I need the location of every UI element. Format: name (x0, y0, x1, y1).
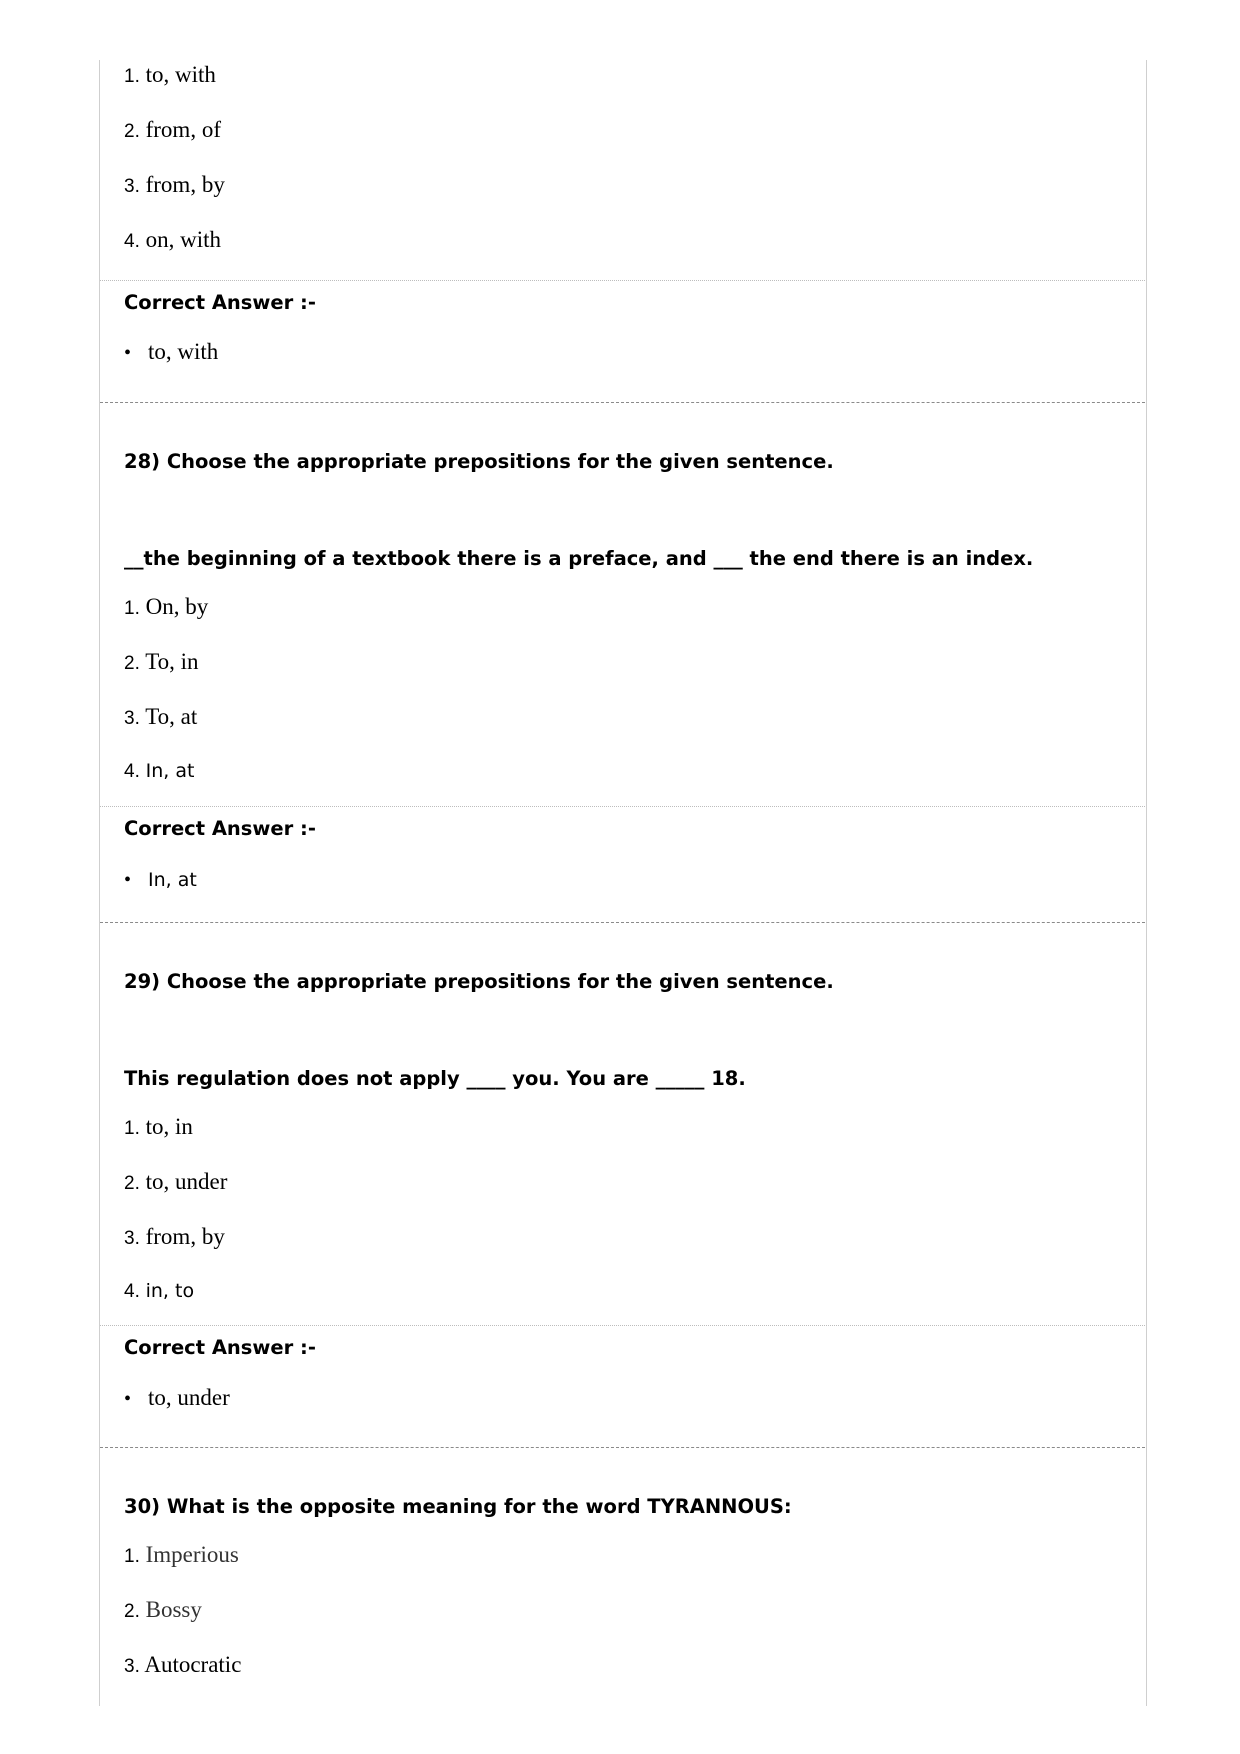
q29-option-4: 4. in, to (124, 1280, 195, 1302)
q27-option-1-text: to, with (145, 62, 216, 87)
q29-question: 29) Choose the appropriate prepositions for the given sentence. (124, 970, 834, 993)
question-separator (100, 402, 1145, 403)
q27-option-4-text: on, with (145, 227, 221, 252)
q29-option-1: 1. to, in (124, 1114, 193, 1139)
q28-option-1: 1. On, by (124, 594, 209, 619)
divider (100, 280, 1145, 281)
q28-sentence: __the beginning of a textbook there is a preface, and ___ the end there is an index. (124, 547, 1034, 570)
q28-correct-answer: • In, at (124, 869, 197, 891)
question-separator (100, 922, 1145, 923)
bullet-icon: • (124, 1388, 132, 1410)
q29-option-2-text: to, under (145, 1169, 228, 1194)
q28-question: 28) Choose the appropriate prepositions for the given sentence. (124, 450, 834, 473)
q29-correct-answer-label: Correct Answer :- (124, 1336, 316, 1359)
q29-sentence: This regulation does not apply ____ you. You are _____ 18. (124, 1067, 746, 1090)
q27-option-3: 3. from, by (124, 172, 225, 197)
q29-option-3: 3. from, by (124, 1224, 225, 1249)
q28-option-3: 3. To, at (124, 704, 198, 729)
q28-option-4: 4. In, at (124, 760, 195, 782)
q30-option-1: 1. Imperious (124, 1542, 239, 1567)
q30-option-2: 2. Bossy (124, 1597, 202, 1622)
q27-option-1: 1. to, with (124, 62, 216, 87)
q30-option-1-text: Imperious (145, 1542, 239, 1567)
divider (100, 806, 1145, 807)
q27-option-2: 2. from, of (124, 117, 221, 142)
q27-option-3-text: from, by (145, 172, 225, 197)
q29-option-3-text: from, by (145, 1224, 225, 1249)
q28-correct-answer-label: Correct Answer :- (124, 817, 316, 840)
q27-correct-answer-label: Correct Answer :- (124, 291, 316, 314)
q27-option-4: 4. on, with (124, 227, 221, 252)
bullet-icon: • (124, 342, 132, 364)
q28-option-2-text: To, in (145, 649, 199, 674)
divider (100, 1325, 1145, 1326)
q30-option-2-text: Bossy (145, 1597, 202, 1622)
q29-option-4-text: in, to (145, 1280, 195, 1302)
q29-option-2: 2. to, under (124, 1169, 228, 1194)
bullet-icon: • (124, 869, 132, 891)
q30-option-3: 3. Autocratic (124, 1652, 242, 1677)
q28-option-4-text: In, at (145, 760, 195, 782)
q27-option-2-text: from, of (145, 117, 221, 142)
q28-option-1-text: On, by (145, 594, 209, 619)
q30-question: 30) What is the opposite meaning for the word TYRANNOUS: (124, 1495, 792, 1518)
q28-option-3-text: To, at (145, 704, 198, 729)
q28-option-2: 2. To, in (124, 649, 199, 674)
q30-option-3-text: Autocratic (144, 1652, 242, 1677)
q27-correct-answer: • to, with (124, 339, 219, 364)
q29-correct-answer: • to, under (124, 1385, 230, 1410)
q29-option-1-text: to, in (145, 1114, 193, 1139)
question-separator (100, 1447, 1145, 1448)
